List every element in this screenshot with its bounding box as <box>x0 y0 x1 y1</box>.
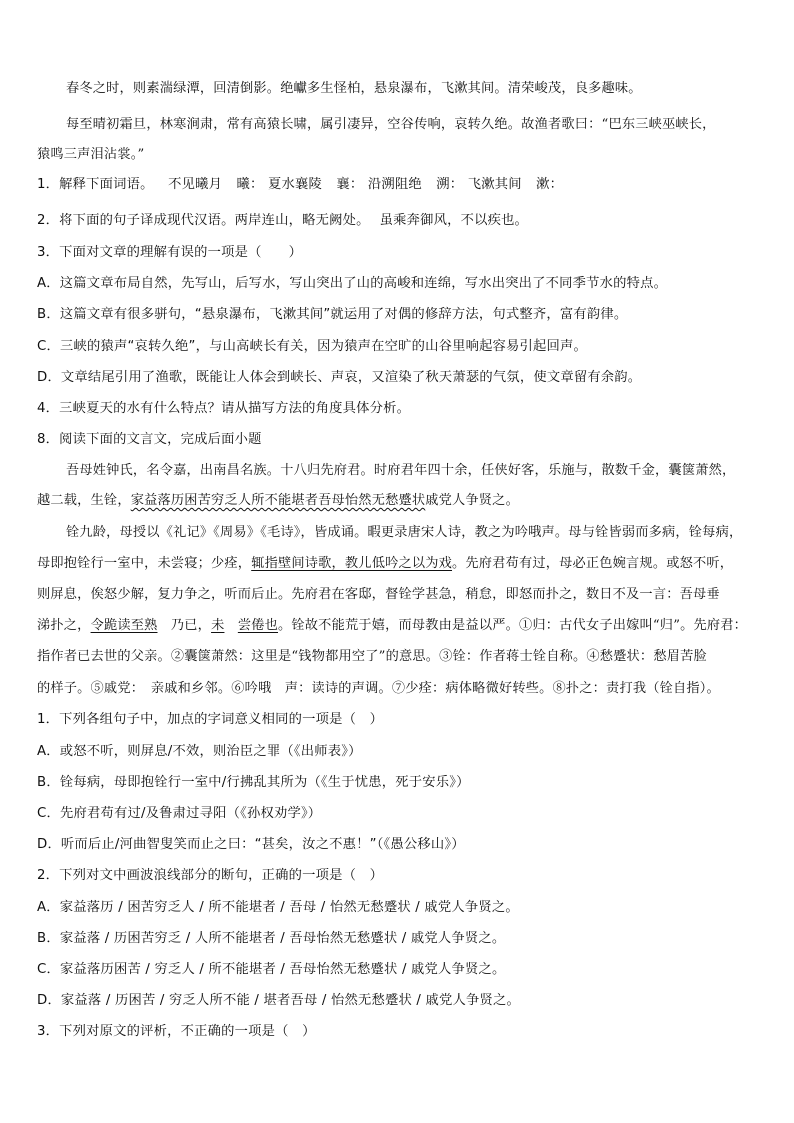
term-char: 漱： <box>536 177 564 192</box>
option-d: D．听而后止/河曲智叟笑而止之曰：“甚矣，汝之不惠！”（《愚公移山》） <box>37 837 465 852</box>
option-c: C．家益落历困苦 / 穷乏人 / 所不能堪者 / 吾母怡然无愁蹙状 / 戚党人争贤之。 <box>37 962 506 977</box>
term-char: 溯： <box>436 177 464 192</box>
option-c: C．三峡的猿声“哀转久绝”，与山高峡长有关，因为猿声在空旷的山谷里响起容易引起回声。 <box>37 339 588 354</box>
option-a: A．这篇文章布局自然，先写山，后写水，写山突出了山的高峻和连绵，写水出突出了不同季节水的特点。 <box>37 276 668 291</box>
option-b: B．家益落 / 历困苦穷乏 / 人所不能堪者 / 吾母怡然无愁蹙状 / 戚党人争贤之。 <box>37 931 506 946</box>
option-d: D．文章结尾引用了渔歌，既能让人体会到峡长、声哀，又渲染了秋天萧瑟的气氛，使文章留有余韵。 <box>37 370 642 385</box>
option-b: B．这篇文章有很多骈句，“悬泉瀑布，飞漱其间”就运用了对偶的修辞方法，句式整齐，富有韵律。 <box>37 307 628 322</box>
underlined-text: 令跪读至熟 <box>90 618 158 633</box>
term: 飞漱其间 <box>467 177 522 192</box>
passage-text: 。铨故不能荒于嬉，而母教由是益以严。①归：古代女子出嫁叫“归”。先府君： <box>278 618 748 633</box>
question-text: 2．将下面的句子译成现代汉语。 <box>37 213 235 228</box>
option-d: D．家益落 / 历困苦 / 穷乏人所不能 / 堪者吾母 / 怡然无愁蹙状 / 戚党人争贤之。 <box>37 993 521 1008</box>
passage-line <box>37 617 747 635</box>
footnote-line: 指作者已去世的父亲。②囊箧萧然：这里是“钱物都用空了”的意思。③铨：作者蒋士铨自称。④愁蹙状：愁眉苦脸 <box>37 649 707 664</box>
passage-line: 春冬之时，则素湍绿潭，回清倒影。绝巘多生怪柏，悬泉瀑布，飞漱其间。清荣峻茂，良多趣味。 <box>66 81 642 96</box>
subquestion-2: 2．下列对文中画波浪线部分的断句，正确的一项是（ ） <box>37 868 384 883</box>
wavy-underlined-text: 家益落历困苦穷乏人所不能堪者吾母怡然无愁蹙状 <box>130 493 426 508</box>
option-a: A．或怒不听，则屏息/不效，则治臣之罪（《出师表》） <box>37 744 362 759</box>
underlined-text: 辄指壁间诗歌，教儿低吟之以为戏 <box>251 556 453 571</box>
term: 沿溯阻绝 <box>367 177 422 192</box>
question-8: 8．阅读下面的文言文，完成后面小题 <box>37 432 262 447</box>
passage-line <box>37 492 519 510</box>
passage-line: 则屏息，俟怒少解，复力争之，听而后止。先府君在客邸，督铨学甚急，稍怠，即怒而扑之，数日不及一言：吾母垂 <box>37 587 720 602</box>
question-3: 3．下面对文章的理解有误的一项是（ ） <box>37 245 303 260</box>
passage-text: 越二载，生铨， <box>37 493 131 508</box>
term: 不见曦月 <box>168 177 223 192</box>
passage-line <box>37 555 733 573</box>
passage-line: 铨九龄，母授以《礼记》《周易》《毛诗》，皆成诵。暇更录唐宋人诗，教之为吟哦声。母与铨皆弱而多病，铨每病， <box>66 525 743 540</box>
passage-line: 猿鸣三声泪沾裳。” <box>37 147 145 162</box>
footnote-line: 的样子。⑤戚党： 亲戚和乡邻。⑥吟哦 声：读诗的声调。⑦少痊：病体略微好转些。⑧扑之：责打我（铨自指）。 <box>37 681 720 696</box>
subquestion-3: 3．下列对原文的评析，不正确的一项是（ ） <box>37 1024 316 1039</box>
subquestion-1: 1．下列各组句子中，加点的字词意义相同的一项是（ ） <box>37 712 384 727</box>
question-1 <box>37 176 563 194</box>
option-b: B．铨每病，母即抱铨行一室中/行拂乱其所为（《生于忧患，死于安乐》） <box>37 775 470 790</box>
term: 夏水襄陵 <box>267 177 322 192</box>
sentence: 虽乘奔御风，不以疾也。 <box>379 213 529 228</box>
passage-line: 每至晴初霜旦，林寒涧肃，常有高猿长啸，属引凄异，空谷传响，哀转久绝。故渔者歌曰：“巴东三峡巫峡长， <box>66 117 716 132</box>
passage-text: 乃已， <box>170 618 212 633</box>
underlined-text: 未 <box>211 618 225 633</box>
passage-line: 吾母姓钟氏，名令嘉，出南昌名族。十八归先府君。时府君年四十余，任侠好客，乐施与，散数千金，囊箧萧然， <box>66 463 736 478</box>
passage-text: 母即抱铨行一室中，未尝寝；少痊， <box>37 556 252 571</box>
question-text: 1．解释下面词语。 <box>37 177 154 192</box>
passage-text: 。先府君苟有过，母必正色婉言规。或怒不听， <box>452 556 734 571</box>
underlined-text: 尝倦也 <box>237 618 279 633</box>
term-char: 襄： <box>336 177 364 192</box>
term-char: 曦： <box>236 177 264 192</box>
question-2 <box>37 212 528 230</box>
option-c: C．先府君苟有过/及鲁肃过寻阳（《孙权劝学》） <box>37 806 322 821</box>
sentence: 两岸连山，略无阙处。 <box>234 213 370 228</box>
option-a: A．家益落历 / 困苦穷乏人 / 所不能堪者 / 吾母 / 怡然无愁蹙状 / 戚党人争贤之。 <box>37 900 519 915</box>
question-4: 4．三峡夏天的水有什么特点？请从描写方法的角度具体分析。 <box>37 401 411 416</box>
passage-text: 戚党人争贤之。 <box>425 493 519 508</box>
passage-text: 涕扑之， <box>37 618 91 633</box>
